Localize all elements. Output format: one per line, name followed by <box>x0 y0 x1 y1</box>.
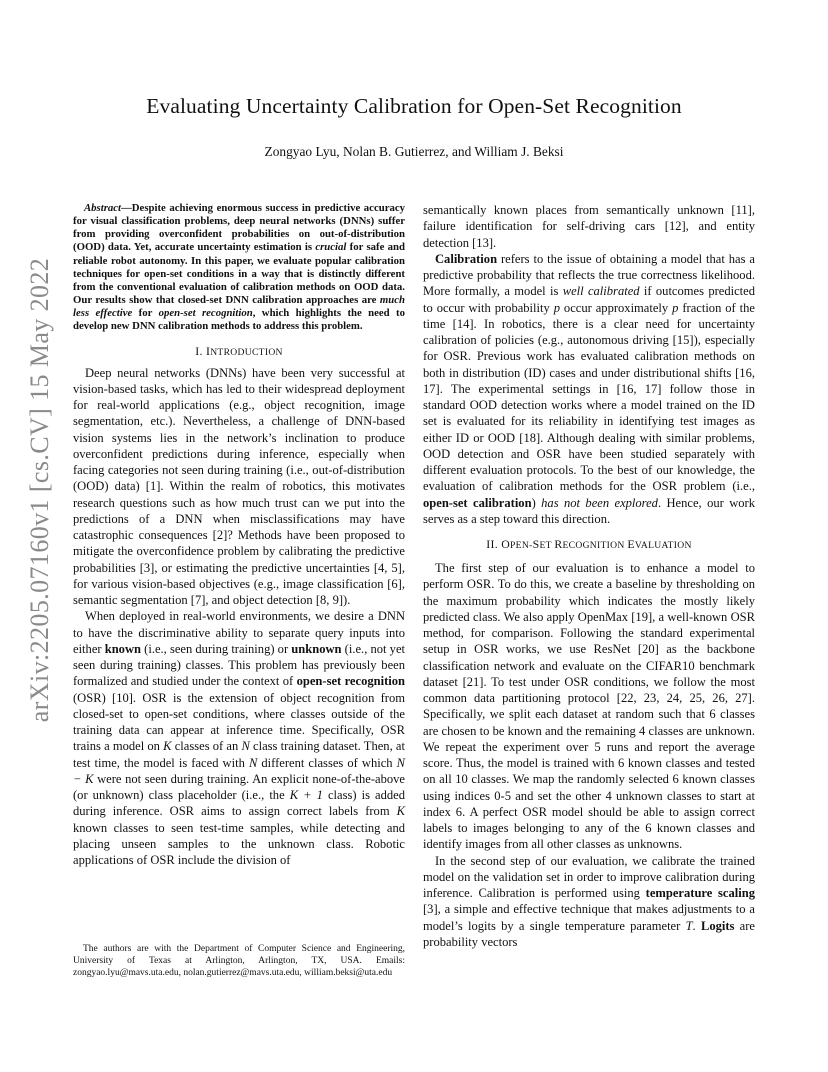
abstract-text-2: for safe and reliable robot autonomy. In this paper, we evaluate popular calibration techniques for open-set conditions in a way that is distinctly different from the conventional evaluation of calibration methods on OOD data. Our results show that closed-set DNN calibration approaches are <box>73 241 405 307</box>
math-symbol: p <box>553 300 560 315</box>
math-symbol: N <box>241 739 250 754</box>
italic-term: well calibrated <box>562 284 640 299</box>
text-run: (i.e., seen during training) or <box>141 641 292 656</box>
bold-term: unknown <box>291 641 342 656</box>
arxiv-sidebar-stamp <box>18 257 62 723</box>
abstract-lead: Abstract <box>84 202 122 214</box>
abstract-text-3: for <box>132 307 159 320</box>
heading-initial: E <box>627 537 635 551</box>
text-run: (i.e., not yet seen during training) classes. This problem has previously been formalized and studied under the context of <box>73 641 406 689</box>
text-run: (OSR) [10]. OSR is the extension of object recognition from closed-set to open-set conditions, where classes outside of the training data can appear at inference time. Specifically, OSR trains a model on <box>73 690 405 754</box>
heading-initial: S <box>532 537 540 551</box>
text-run: occur approximately <box>560 300 673 315</box>
text-run: refers to the issue of obtaining a model that has a predictive probability that reflects the true correctness likelihood. More formally, a model is <box>423 251 755 299</box>
text-run: classes of an <box>171 739 242 754</box>
text-run: . Hence, our work serves as a step toward this direction. <box>423 495 755 526</box>
heading-smallcaps: NTRODUCTION <box>210 346 283 358</box>
heading-initial: R <box>554 537 563 551</box>
text-run: fraction of the time [14]. In robotics, there is a clear need for uncertainty calibration of policies (e.g., autonomous driving [15]), especially for OSR. Previous work has evaluated calibration methods on both in distribution (ID) cases and under distributional shifts [16, 17]. The experimental settings in [16, 17] follow those in standard OOD detection works where a model trained on the ID set is evaluated for its reliability in identifying test images as either ID or OOD [18]. Although dealing with similar problems, OOD detection and OSR have been studied separately with different evaluation protocols. To the best of our knowledge, the evaluation of calibration methods for the OSR problem (i.e., <box>423 300 755 494</box>
abstract-emphasis-2: much less effective <box>73 294 405 320</box>
text-run: When deployed in real-world environments, we desire a DNN to have the discriminative ability to separate query inputs into either <box>73 609 405 656</box>
abstract-emphasis-3: open-set recognition <box>158 307 253 320</box>
heading-smallcaps: ECOGNITION <box>562 540 628 551</box>
heading-initial: I <box>205 343 211 358</box>
heading-smallcaps: VALUATION <box>634 540 692 551</box>
osr-paragraph-2 <box>423 853 755 951</box>
text-run: were not seen during training. An explicit none-of-the-above (or unknown) class placeholder (i.e., the <box>73 771 405 803</box>
text-run: known classes to seen test-time samples, while detecting and placing unseen samples to the unknown class. Robotic applications of OSR include the division of <box>73 820 405 868</box>
text-run: different classes of which <box>257 755 397 770</box>
bold-term: Calibration <box>435 251 498 266</box>
bold-term: open-set recognition <box>296 674 405 689</box>
right-column <box>423 202 755 950</box>
intro-paragraph-2-continued: semantically known places from semantically unknown [11], failure identification for self-driving cars [12], and entity detection [13]. <box>423 203 755 250</box>
osr-paragraph-1: The first step of our evaluation is to enhance a model to perform OSR. To do this, we create a baseline by thresholding on the maximum probability which indicates the mostly likely predicted class. We also apply OpenMax [19], a well-known OSR method, for comparison. Following the standard experimental setup in OSR works, we use ResNet [20] as the backbone classification network and evaluate on the CIFAR10 benchmark dataset [21]. To test under OSR conditions, we follow the most common data partitioning protocol [22, 23, 24, 25, 26, 27]. Specifically, we split each dataset at random such that 6 classes are chosen to be known and the remaining 4 classes are unknown. We repeat the experiment over 5 runs and report the average score. Thus, the model is trained with 6 known classes and tested on all 10 classes. We map the randomly selected 6 known classes using indices 0-5 and set the other 4 unknown classes to start at index 6. A perfect OSR model should be able to assign correct labels to images belonging to any of the 6 known classes and identify images from all other classes as unknowns. <box>423 561 755 852</box>
abstract-text-1: Despite achieving enormous success in predictive accuracy for visual classification problems, deep neural networks (DNNs) suffer from providing overconfident probabilities on out-of-distribution (OOD) data. Yet, accurate uncertainty estimation is <box>73 202 405 254</box>
section-number: II. <box>486 537 502 551</box>
text-run: In the second step of our evaluation, we calibrate the trained model on the validation set in order to improve calibration during inference. Calibration is performed using <box>423 853 755 900</box>
abstract <box>73 202 405 334</box>
math-expression: N − K <box>73 755 405 786</box>
arxiv-id: arXiv:2205.07160v1 [cs.CV] 15 May 2022 <box>25 257 54 723</box>
left-column <box>73 202 405 868</box>
text-run: ) <box>531 495 542 510</box>
math-symbol: K <box>163 739 172 754</box>
math-symbol: p <box>672 300 679 315</box>
bold-term: open-set calibration <box>423 495 532 510</box>
paper-authors: Zongyao Lyu, Nolan B. Gutierrez, and William J. Beksi <box>264 144 564 159</box>
bold-term: Logits <box>700 918 735 933</box>
abstract-dash: — <box>121 202 132 214</box>
heading-smallcaps: PEN- <box>510 540 533 551</box>
text-run: if outcomes predicted to occur with probability <box>423 284 755 315</box>
italic-term: has not been explored <box>541 495 658 510</box>
heading-smallcaps: ET <box>539 540 555 551</box>
paper-title: Evaluating Uncertainty Calibration for Open-Set Recognition <box>146 94 682 118</box>
calibration-paragraph <box>423 251 755 527</box>
bold-term: known <box>104 641 141 656</box>
heading-initial: O <box>501 537 511 551</box>
text-run: class) is added during inference. OSR aims to assign correct labels from <box>73 788 405 819</box>
section-heading-osr-evaluation <box>423 537 755 552</box>
section-number: I. <box>195 343 206 358</box>
text-run: . <box>692 918 701 933</box>
math-symbol: T <box>685 918 693 933</box>
text-run: [3], a simple and effective technique that makes adjustments to a model’s logits by a single temperature parameter <box>423 902 755 933</box>
bold-term: temperature scaling <box>645 886 755 900</box>
intro-paragraph-2 <box>73 608 405 868</box>
section-heading-introduction <box>73 344 405 359</box>
math-expression: K + 1 <box>289 788 323 803</box>
math-symbol: N <box>248 755 258 770</box>
intro-paragraph-1: Deep neural networks (DNNs) have been very successful at vision-based tasks, which has led to their widespread deployment for real-world applications (e.g., object recognition, image segmentation, etc.). Nevertheless, a challenge of DNN-based vision systems lies in the network’s inclination to produce overconfident predictions during inference, especially when facing categories not seen during training (i.e., out-of-distribution (OOD) data) [1]. Within the realm of robotics, this motivates research questions such as how much trust can we put into the predictions of a DNN when misclassifications may have catastrophic consequences [2]? Methods have been proposed to mitigate the overconfidence problem by calibrating the predictive probabilities [3], or estimating the predictive uncertainties [4, 5], for various vision-based objectives (e.g., image classification [6], semantic segmentation [7], and object detection [8, 9]). <box>73 365 405 608</box>
text-run: are probability vectors <box>423 918 755 949</box>
text-run: class training dataset. Then, at test time, the model is faced with <box>73 739 405 770</box>
abstract-emphasis-1: crucial <box>315 241 347 254</box>
abstract-text-4: , which highlights the need to develop new DNN calibration methods to address this problem. <box>73 307 405 333</box>
math-symbol: K <box>396 804 405 819</box>
author-affiliation-footnote: The authors are with the Department of Computer Science and Engineering, University of Texas at Arlington, Arlington, TX, USA. Emails: zongyao.lyu@mavs.uta.edu, nolan.gutierrez@mavs.uta.edu, william.beksi@uta.edu <box>73 944 405 978</box>
